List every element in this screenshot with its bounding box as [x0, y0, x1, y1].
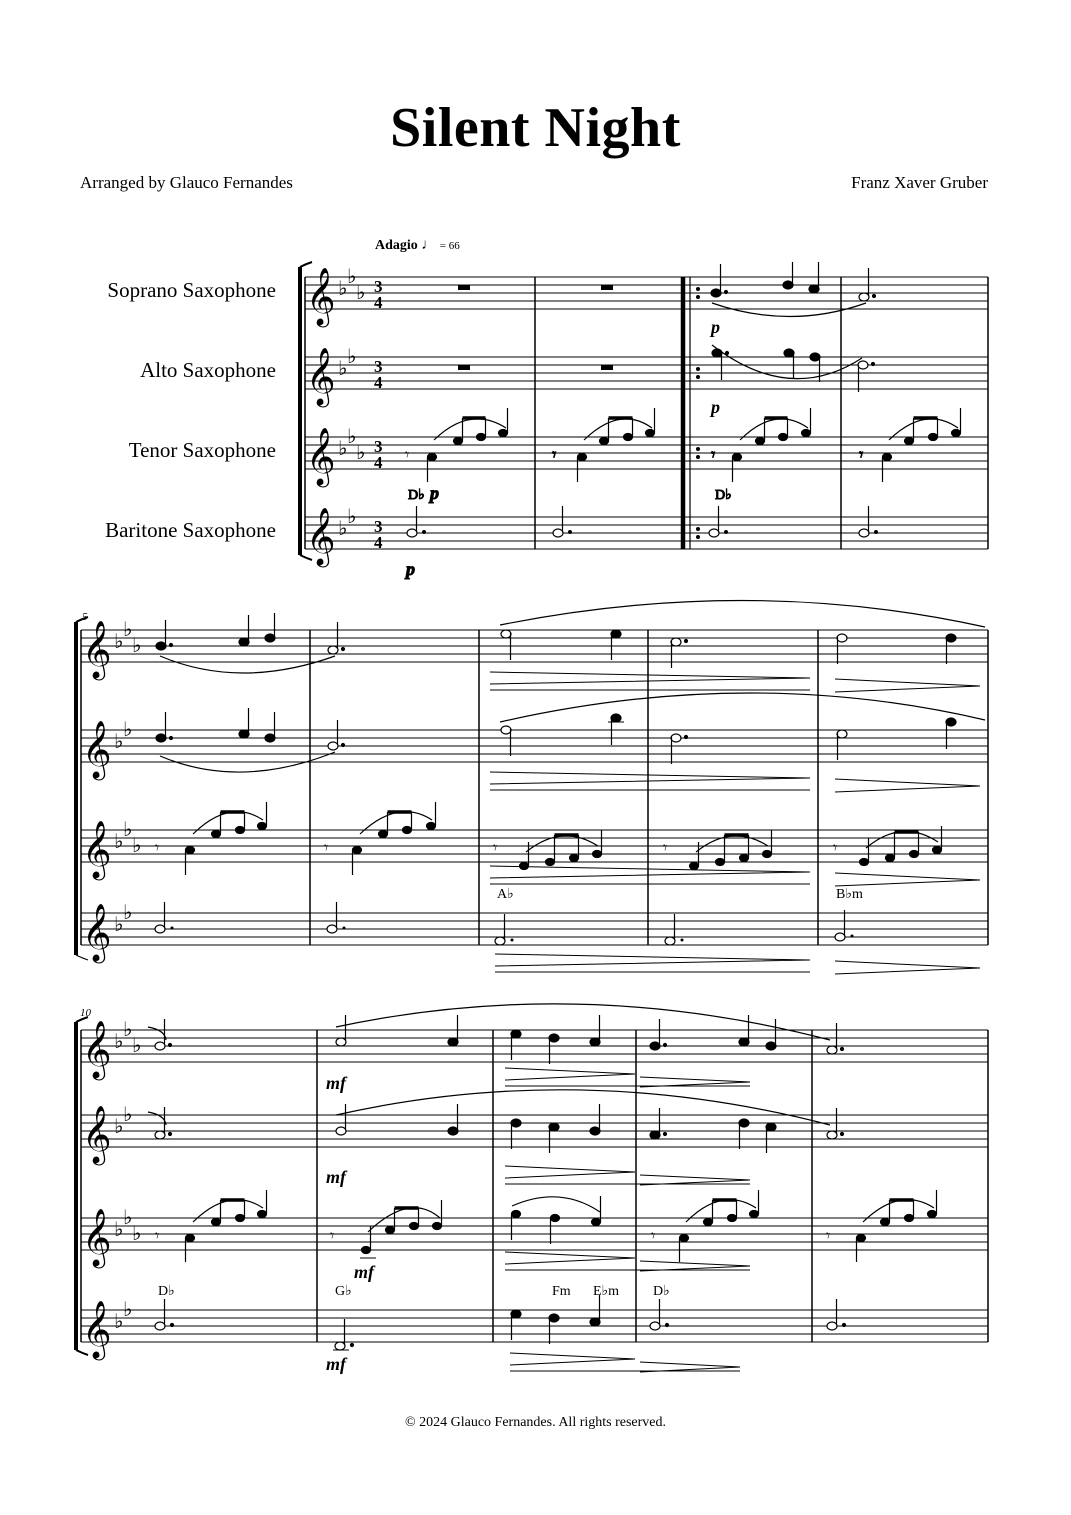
svg-text:♭: ♭: [114, 912, 124, 936]
dynamic-mf: mf: [326, 1073, 346, 1093]
svg-text:♭: ♭: [114, 1029, 124, 1053]
svg-text:♭: ♭: [114, 629, 124, 653]
treble-clef-icon: 𝄞: [82, 1105, 112, 1163]
svg-text:4: 4: [374, 533, 383, 552]
svg-text:♭: ♭: [114, 829, 124, 853]
measure-number: 10: [80, 1007, 91, 1019]
svg-text:3: 3: [374, 437, 383, 456]
svg-text:𝄾: 𝄾: [405, 447, 410, 464]
arranger-credit: Arranged by Glauco Fernandes: [80, 173, 293, 192]
dynamic-mf: mf: [326, 1354, 346, 1374]
svg-text:♭: ♭: [114, 1114, 124, 1138]
svg-text:𝄾: 𝄾: [859, 447, 864, 464]
svg-text:♭: ♭: [356, 280, 366, 304]
treble-clef-icon: 𝄞: [82, 1020, 112, 1078]
svg-text:𝄾: 𝄾: [330, 1228, 335, 1245]
svg-text:𝄾: 𝄾: [833, 840, 838, 857]
dynamic-mf: mf: [326, 1167, 346, 1187]
svg-text:3: 3: [374, 357, 383, 376]
svg-text:♭: ♭: [123, 1205, 133, 1229]
measure-number: 5: [82, 611, 88, 623]
dynamic-p: p: [711, 317, 720, 337]
svg-text:♭: ♭: [132, 833, 142, 857]
svg-text:♭: ♭: [338, 356, 348, 380]
dynamic-mf: mf: [354, 1262, 374, 1282]
svg-text:♭: ♭: [347, 504, 357, 528]
chord-symbol: D♭: [653, 1284, 670, 1299]
svg-text:3: 3: [374, 517, 383, 536]
svg-text:𝄾: 𝄾: [155, 1228, 160, 1245]
svg-text:♭: ♭: [347, 424, 357, 448]
svg-text:𝄾: 𝄾: [663, 840, 668, 857]
treble-clef-icon: 𝄞: [306, 427, 336, 485]
svg-text:♭: ♭: [132, 1221, 142, 1245]
instrument-label-soprano: Soprano Saxophone: [107, 278, 276, 302]
svg-text:𝄾: 𝄾: [711, 447, 716, 464]
copyright-notice: © 2024 Glauco Fernandes. All rights reserved.: [404, 1415, 667, 1430]
system-2: [76, 600, 988, 974]
svg-text:♭: ♭: [123, 817, 133, 841]
chord-symbol: D♭: [158, 1284, 175, 1299]
chord-symbol: E♭m: [593, 1284, 620, 1299]
treble-clef-icon: 𝄞: [82, 1208, 112, 1266]
svg-text:4: 4: [374, 293, 383, 312]
svg-text:♭: ♭: [356, 440, 366, 464]
treble-clef-icon: 𝄞: [306, 347, 336, 405]
svg-text:♭: ♭: [123, 717, 133, 741]
svg-text:♭: ♭: [123, 617, 133, 641]
svg-text:♭: ♭: [123, 900, 133, 924]
dynamic-p: p: [711, 397, 720, 417]
treble-clef-icon: 𝄞: [82, 820, 112, 878]
svg-text:𝄾: 𝄾: [324, 840, 329, 857]
treble-clef-icon: 𝄞: [82, 903, 112, 961]
svg-text:4: 4: [374, 373, 383, 392]
treble-clef-icon: 𝄞: [82, 720, 112, 778]
svg-text:♭: ♭: [114, 1309, 124, 1333]
treble-clef-icon: 𝄞: [82, 620, 112, 678]
chord-symbol: D♭: [715, 488, 732, 503]
tempo-bpm: = 66: [439, 240, 460, 252]
svg-text:𝄾: 𝄾: [493, 840, 498, 857]
instrument-label-baritone: Baritone Saxophone: [105, 518, 276, 542]
svg-text:♭: ♭: [347, 344, 357, 368]
svg-text:𝄾: 𝄾: [155, 840, 160, 857]
composer-credit: Franz Xaver Gruber: [851, 173, 988, 192]
dynamic-p: p: [430, 483, 439, 503]
system-1: [300, 262, 988, 579]
svg-text:♭: ♭: [338, 436, 348, 460]
svg-text:3: 3: [374, 277, 383, 296]
svg-text:♭: ♭: [114, 729, 124, 753]
svg-text:♭: ♭: [132, 633, 142, 657]
svg-text:♭: ♭: [123, 1017, 133, 1041]
chord-symbol: G♭: [335, 1284, 352, 1299]
chord-symbol: Fm: [552, 1284, 571, 1299]
svg-text:𝄾: 𝄾: [826, 1228, 831, 1245]
svg-text:♭: ♭: [132, 1033, 142, 1057]
instrument-label-tenor: Tenor Saxophone: [128, 438, 276, 462]
svg-text:𝄾: 𝄾: [552, 447, 557, 464]
chord-symbol: A♭: [497, 887, 514, 902]
svg-text:♭: ♭: [338, 276, 348, 300]
chord-symbol: D♭: [408, 488, 425, 503]
treble-clef-icon: 𝄞: [306, 507, 336, 565]
svg-text:♭: ♭: [114, 1217, 124, 1241]
svg-text:4: 4: [374, 453, 383, 472]
treble-clef-icon: 𝄞: [306, 267, 336, 325]
instrument-label-alto: Alto Saxophone: [140, 358, 276, 382]
tempo-text: Adagio: [375, 238, 418, 253]
treble-clef-icon: 𝄞: [82, 1300, 112, 1358]
page-title: Silent Night: [390, 97, 681, 159]
quarter-note-icon: ♩: [421, 237, 437, 253]
svg-text:♭: ♭: [347, 264, 357, 288]
system-3: [76, 1004, 988, 1374]
svg-text:♭: ♭: [338, 516, 348, 540]
dynamic-p: p: [406, 559, 415, 579]
svg-text:♭: ♭: [123, 1102, 133, 1126]
chord-symbol: B♭m: [836, 887, 863, 902]
svg-text:𝄾: 𝄾: [651, 1228, 656, 1245]
svg-text:♭: ♭: [123, 1297, 133, 1321]
